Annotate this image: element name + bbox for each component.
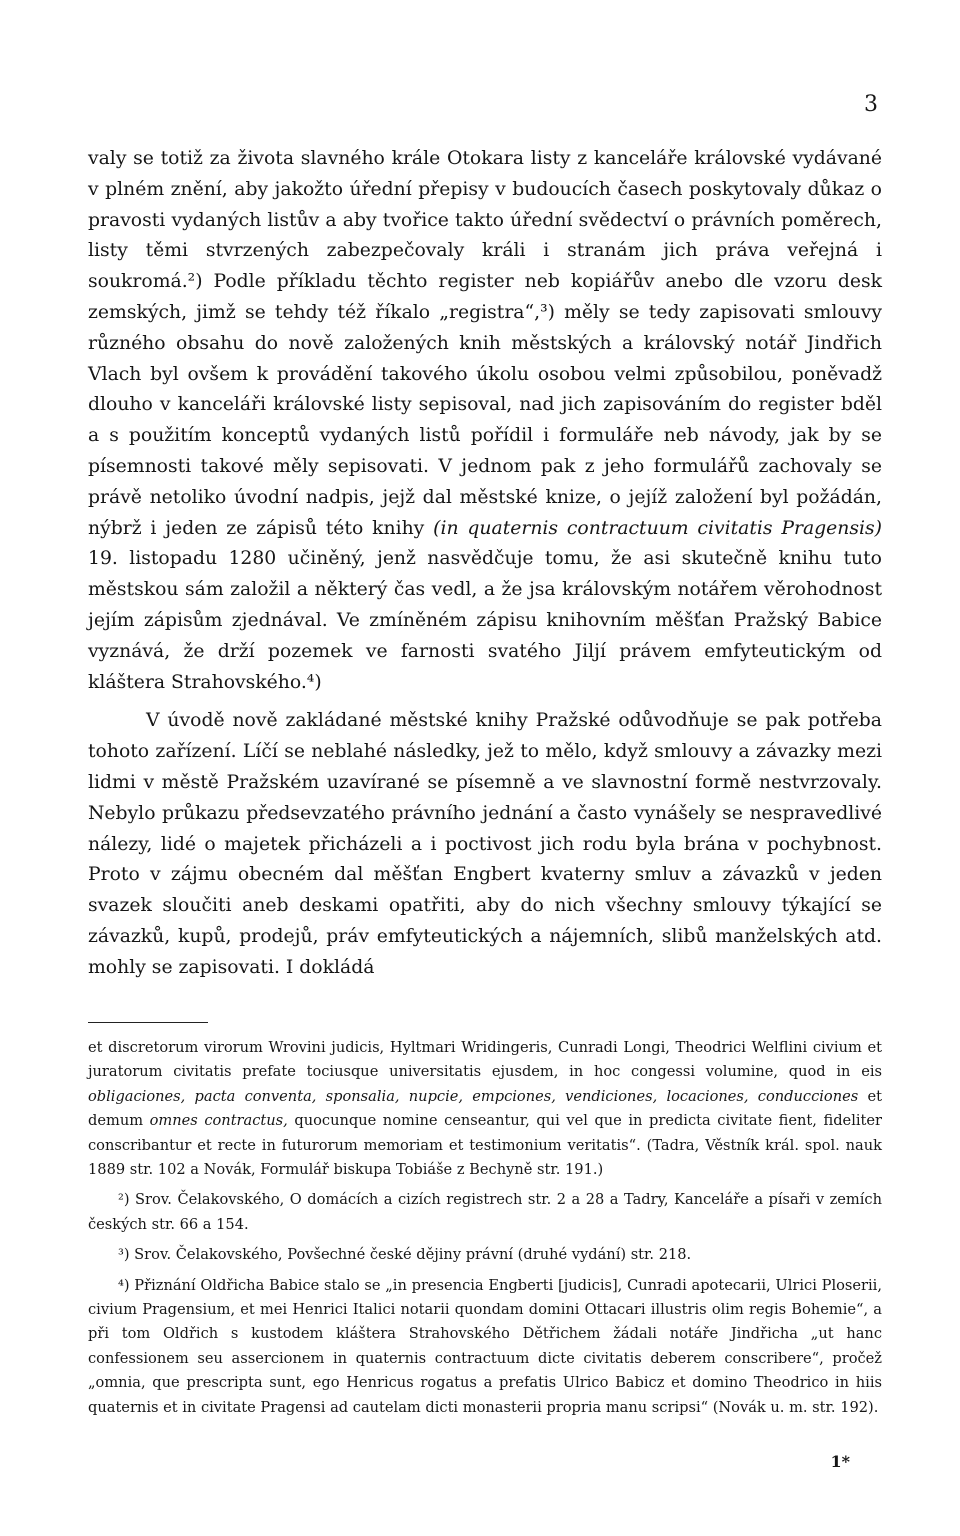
footnote-continuation-text-a: et discretorum virorum Wrovini judicis, Hyltmari Wridingeris, Cunradi Longi, Theodrici Welflini civium et juratorum civitatis prefate tociusque universitatis ejusdem, in hoc congessi volumine, quod in eis xyxy=(88,1039,882,1081)
footnotes xyxy=(88,1036,882,1420)
footnote-continuation-text-b: et demum xyxy=(88,1087,882,1130)
footnote-italic-terms: obligaciones, pacta conventa, sponsalia, nupcie, empciones, vendiciones, locaciones, conducciones xyxy=(88,1087,859,1105)
paragraph-1 xyxy=(88,144,882,698)
paragraph-1-text: valy se totiž za života slavného krále Otokara listy z kanceláře královské vydávané v plném znění, aby jakožto úřední přepisy v budoucích časech poskytovaly důkaz o pravosti vydaných listův a aby tvořice takto úřední svědectví o právních poměrech, listy těmi stvrzených zabezpečovaly králi i stranám jich práva veřejná i soukromá.²) Podle příkladu těchto register neb kopiářův anebo dle vzoru desk zemských, jimž se tehdy též říkalo „registra“,³) měly se tedy zapisovati smlouvy různého obsahu do nově založených knih městských a královský notář Jindřich Vlach byl ovšem k provádění takového úkolu osobou velmi způsobilou, poněvadž dlouho v kanceláři královské listy sepisoval, nad jich zapisováním do register bděl a s použitím konceptů vydaných listů pořídil i formuláře neb návody, jak by se písemnosti takové měly sepisovati. V jednom pak z jeho formulářů zachovaly se právě netoliko úvodní nadpis, jejž dal městské knize, o jejíž založení byl požádán, nýbrž i jeden ze zápisů této knihy xyxy=(88,148,882,539)
signature-mark: 1* xyxy=(830,1452,850,1471)
main-text xyxy=(88,144,882,984)
footnote-continuation-text-c: quocunque nomine censeantur, qui vel que in predicta civitate fient, fideliter conscribantur et recte in futurorum memoriam et testimonium veritatis“. (Tadra, Věstník král. spol. nauk 1889 str. 102 a Novák, Formulář biskupa Tobiáše z Bechyně str. 191.) xyxy=(88,1112,883,1179)
footnote-divider xyxy=(88,1022,208,1023)
footnote-continuation xyxy=(88,1036,882,1182)
footnote-italic-terms-2: omnes contractus, xyxy=(149,1112,288,1130)
page-number: 3 xyxy=(864,92,878,117)
footnote-2: ²) Srov. Čelakovského, O domácích a cizích registrech str. 2 a 28 a Tadry, Kanceláře a písaři v zemích českých str. 66 a 154. xyxy=(88,1191,882,1233)
paragraph-1-continuation: 19. listopadu 1280 učiněný, jenž nasvědčuje tomu, že asi skutečně knihu tuto městskou sám založil a některý čas vedl, a že jsa královským notářem věrohodnost jejím zápisům zjednával. Ve zmíněném zápisu knihovním měšťan Pražský Babice vyznává, že drží pozemek ve farnosti svatého Jiljí právem emfyteutickým od kláštera Strahovského.⁴) xyxy=(88,548,882,693)
paragraph-2: V úvodě nově zakládané městské knihy Pražské odůvodňuje se pak potřeba tohoto zařízení. Líčí se neblahé následky, jež to mělo, když smlouvy a závazky mezi lidmi v městě Pražském uzavírané se písemně a ve slavnostní formě nestvrzovaly. Nebylo průkazu předsevzatého právního jednání a často vynášely se nespravedlivé nálezy, lidé o majetek přicházeli a i poctivost jich rodu byla brána v pochybnost. Proto v zájmu obecném dal měšťan Engbert kvaterny smluv a závazků v jeden svazek sloučiti aneb deskami opatřiti, aby do nich všechny smlouvy týkající se závazků, kupů, prodejů, práv emfyteutických a nájemních, slibů manželských atd. mohly se zapisovati. I dokládá xyxy=(88,710,882,978)
footnote-4: ⁴) Přiznání Oldřicha Babice stalo se „in presencia Engberti [judicis], Cunradi apotecarii, Ulrici Ploserii, civium Pragensium, et mei Henrici Italici notarii quondam domini Ottacari illustris olim regis Bohemie“, a při tom Oldřich s kustodem kláštera Strahovského Dětřichem žádali notáře Jindřicha „ut hanc confessionem seu assercionem in quaternis contractuum dicte civitatis deberem conscribere“, pročež „omnia, que prescripta sunt, ego Henricus rogatus a prefatis Ulrico Babicz et domino Theodrico in hiis quaternis et in civitate Pragensi ad cautelam dicti monasterii propria manu scripsi“ (Novák u. m. str. 192). xyxy=(88,1276,882,1416)
footnote-3: ³) Srov. Čelakovského, Povšechné české dějiny právní (druhé vydání) str. 218. xyxy=(118,1246,692,1264)
italic-phrase: (in quaternis contractuum civitatis Pragensis) xyxy=(433,517,882,539)
